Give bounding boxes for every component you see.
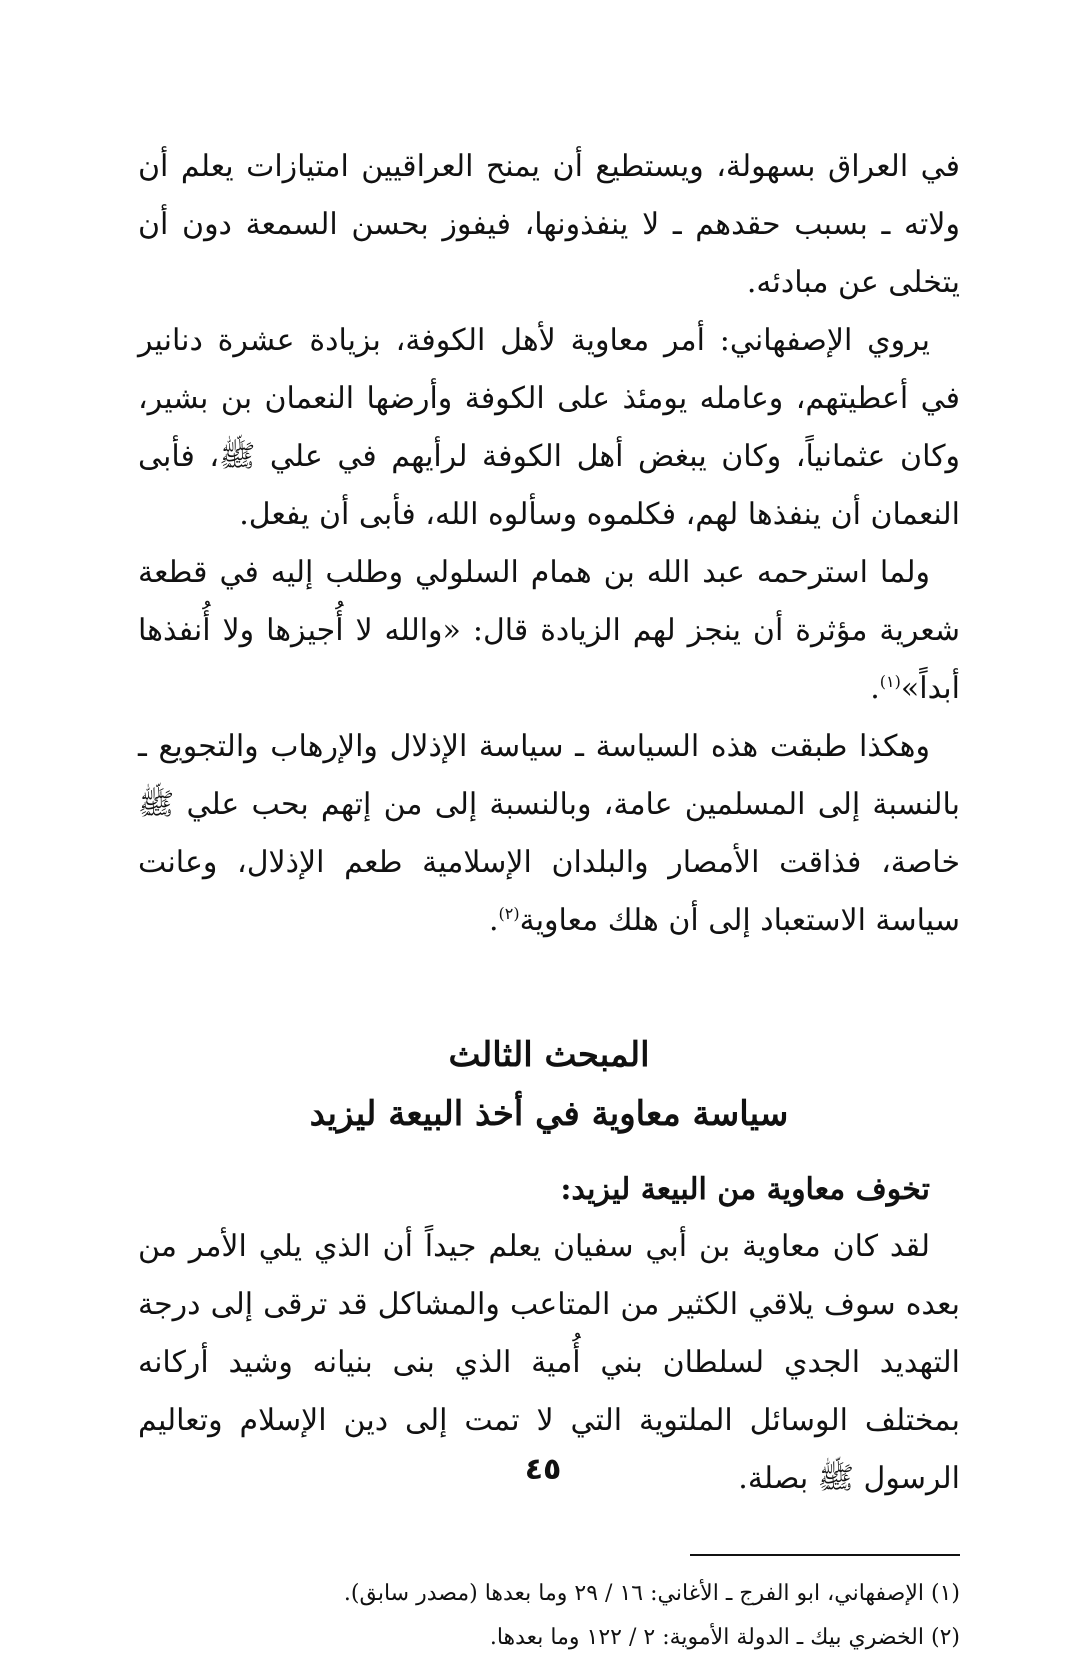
paragraph-text: وهكذا طبقت هذه السياسة ـ سياسة الإذلال والإرهاب والتجويع ـ بالنسبة إلى المسلمين عامة، وبالنسبة إلى من إتهم بحب علي ﷺ خاصة، فذاقت الأمصار والبلدان الإسلامية طعم الإذلال، وعانت سياسة الاستعباد إلى أن هلك معاوية xyxy=(138,729,961,938)
paragraph-policy: وهكذا طبقت هذه السياسة ـ سياسة الإذلال والإرهاب والتجويع ـ بالنسبة إلى المسلمين عامة، وبالنسبة إلى من إتهم بحب علي ﷺ خاصة، فذاقت الأمصار والبلدان الإسلامية طعم الإذلال، وعانت سياسة الاستعباد إلى أن هلك معاوية$^{(٢)}$. xyxy=(138,729,961,938)
footnote-ref-2: (٢) xyxy=(498,904,520,923)
paragraph-sululi: ولما استرحمه عبد الله بن همام السلولي وطلب إليه في قطعة شعرية مؤثرة أن ينجز لهم الزيادة قال: «والله لا أُجيزها ولا أُنفذها أبداً»$^{(١)}$. xyxy=(138,555,960,706)
section-subtitle: سياسة معاوية في أخذ البيعة ليزيد xyxy=(309,1094,789,1134)
paragraph-text: يروي الإصفهاني: أمر معاوية لأهل الكوفة، بزيادة عشرة دنانير في أعطيتهم، وعامله يومئذ على الكوفة وأرضها النعمان بن بشير، وكان عثمانياً، وكان يبغض أهل الكوفة لرأيهم في علي ﷺ، فأبى النعمان أن ينفذها لهم، فكلموه وسألوه الله، فأبى أن يفعل. xyxy=(138,323,960,532)
footnote-2: (٢) الخضري بيك ـ الدولة الأموية: ٢ / ١٢٢ وما بعدها. xyxy=(489,1625,960,1650)
paragraph-text: في العراق بسهولة، ويستطيع أن يمنح العراقيين امتيازات يعلم أن ولاته ـ بسبب حقدهم ـ لا ينفذونها، فيفوز بحسن السمعة دون أن يتخلى عن مبادئه. xyxy=(138,149,960,300)
section-title: المبحث الثالث xyxy=(448,1035,650,1075)
subsection-heading: تخوف معاوية من البيعة ليزيد: xyxy=(560,1172,930,1207)
paragraph-text: ولما استرحمه عبد الله بن همام السلولي وطلب إليه في قطعة شعرية مؤثرة أن ينجز لهم الزيادة قال: «والله لا أُجيزها ولا أُنفذها أبداً» xyxy=(138,555,960,706)
book-page xyxy=(138,138,960,1660)
footnote-1: (١) الإصفهاني، ابو الفرج ـ الأغاني: ١٦ / ٢٩ وما بعدها (مصدر سابق). xyxy=(343,1581,960,1606)
paragraph-continuation xyxy=(138,138,960,312)
section-heading xyxy=(138,1026,960,1144)
footnote-divider xyxy=(690,1554,960,1556)
footnote-ref-1: (١) xyxy=(879,672,901,691)
footnotes xyxy=(138,1572,960,1660)
paragraph-text: لقد كان معاوية بن أبي سفيان يعلم جيداً أن الذي يلي الأمر من بعده سوف يلاقي الكثير من المتاعب والمشاكل قد ترقى إلى درجة التهديد الجدي لسلطان بني أُمية الذي بنى بنيانه وشيد أركانه بمختلف الوسائل الملتوية التي لا تمت إلى دين الإسلام وتعاليم الرسول ﷺ بصلة. xyxy=(138,1229,960,1496)
page-number: ٤٥ xyxy=(524,1452,562,1487)
paragraph-isfahani xyxy=(138,312,960,544)
body-text xyxy=(138,138,960,950)
